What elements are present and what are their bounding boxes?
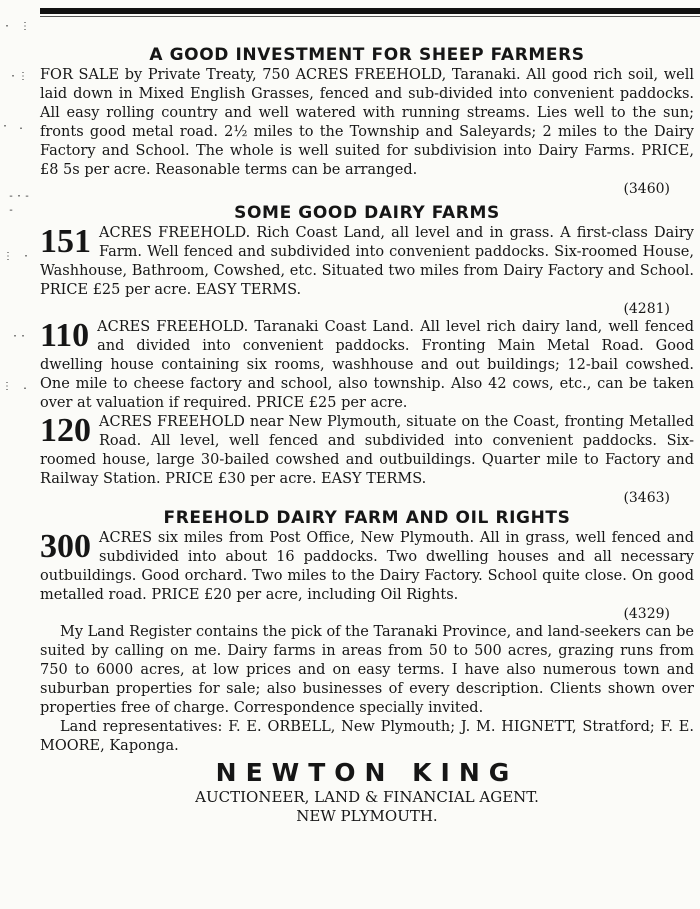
listing-text: ACRES FREEHOLD. Taranaki Coast Land. All level rich dairy land, well fenced and divided into convenient paddocks. Fronting Main Metal Road. Good dwelling house containing six rooms, washhouse and out buildings; 12-bail cowshed. One mile to cheese factory and school, also township. Also 42 cows, etc., can be taken over at valuation if required. PRICE £25 per acre.	[40, 319, 694, 411]
firm-name: NEWTON KING	[215, 758, 519, 787]
top-rule	[40, 8, 700, 14]
land-register-text: My Land Register contains the pick of the Taranaki Province, and land-seekers can be suited by calling on me. Dairy farms in areas from 50 to 500 acres, grazing runs from 750 to 6000 acres, at low prices and on easy terms. I have also numerous town and suburban properties for sale; also businesses of every description. Clients shown over properties free of charge. Correspondence specially invited.	[40, 624, 694, 716]
listing-110	[40, 318, 694, 413]
listing-ref: (3463)	[623, 490, 670, 506]
lot-number: 110	[40, 317, 90, 354]
listing-ref: (4281)	[623, 301, 670, 317]
listing-120	[40, 413, 694, 507]
margin-specks: · ⋮ ·⋮ · . -·- - ⋮ · ·· ⋮ .	[2, 21, 33, 392]
land-representatives: Land representatives: F. E. ORBELL, New Plymouth; J. M. HIGNETT, Stratford; F. E. MOORE, Kaponga.	[40, 719, 694, 754]
dairy-farms-heading: SOME GOOD DAIRY FARMS	[234, 203, 500, 223]
oil-rights-heading: FREEHOLD DAIRY FARM AND OIL RIGHTS	[163, 508, 571, 528]
lot-number: 151	[40, 223, 91, 260]
firm-title: AUCTIONEER, LAND & FINANCIAL AGENT.	[195, 788, 539, 806]
listing-300	[40, 529, 694, 623]
firm-location: NEW PLYMOUTH.	[296, 807, 438, 825]
lot-number: 120	[40, 412, 91, 449]
sheep-farmers-body: FOR SALE by Private Treaty, 750 ACRES FREEHOLD, Taranaki. All good rich soil, well laid down in Mixed English Grasses, fenced and sub-divided into convenient paddocks. All easy rolling country and well watered with running streams. Lies well to the sun; fronts good metal road. 2½ miles to the Township and Saleyards; 2 miles to the Dairy Factory and School. The whole is well suited for subdivision into Dairy Farms. PRICE, £8 5s per acre. Reasonable terms can be arranged.	[40, 67, 694, 178]
listing-text: ACRES six miles from Post Office, New Plymouth. All in grass, well fenced and subdivided into about 16 paddocks. Two dwelling houses and all necessary outbuildings. Good orchard. Two miles to the Dairy Factory. School quite close. On good metalled road. PRICE £20 per acre, including Oil Rights.	[40, 530, 694, 603]
lot-number: 300	[40, 528, 91, 565]
sheep-farmers-ref: (3460)	[623, 181, 670, 197]
advertisement	[40, 44, 694, 826]
sheep-farmers-heading: A GOOD INVESTMENT FOR SHEEP FARMERS	[149, 45, 585, 65]
top-rule-thin	[40, 16, 700, 17]
listing-151	[40, 224, 694, 318]
listing-text: ACRES FREEHOLD. Rich Coast Land, all level and in grass. A first-class Dairy Farm. Well fenced and subdivided into convenient paddocks. Six-roomed House, Washhouse, Bathroom, Cowshed, etc. Situated two miles from Dairy Factory and School. PRICE £25 per acre. EASY TERMS.	[40, 225, 694, 298]
listing-ref: (4329)	[623, 606, 670, 622]
listing-text: ACRES FREEHOLD near New Plymouth, situate on the Coast, fronting Metalled Road. All level, well fenced and subdivided into convenient paddocks. Six-roomed house, large 30-bailed cowshed and outbuildings. Quarter mile to Factory and Railway Station. PRICE £30 per acre. EASY TERMS.	[40, 414, 694, 487]
